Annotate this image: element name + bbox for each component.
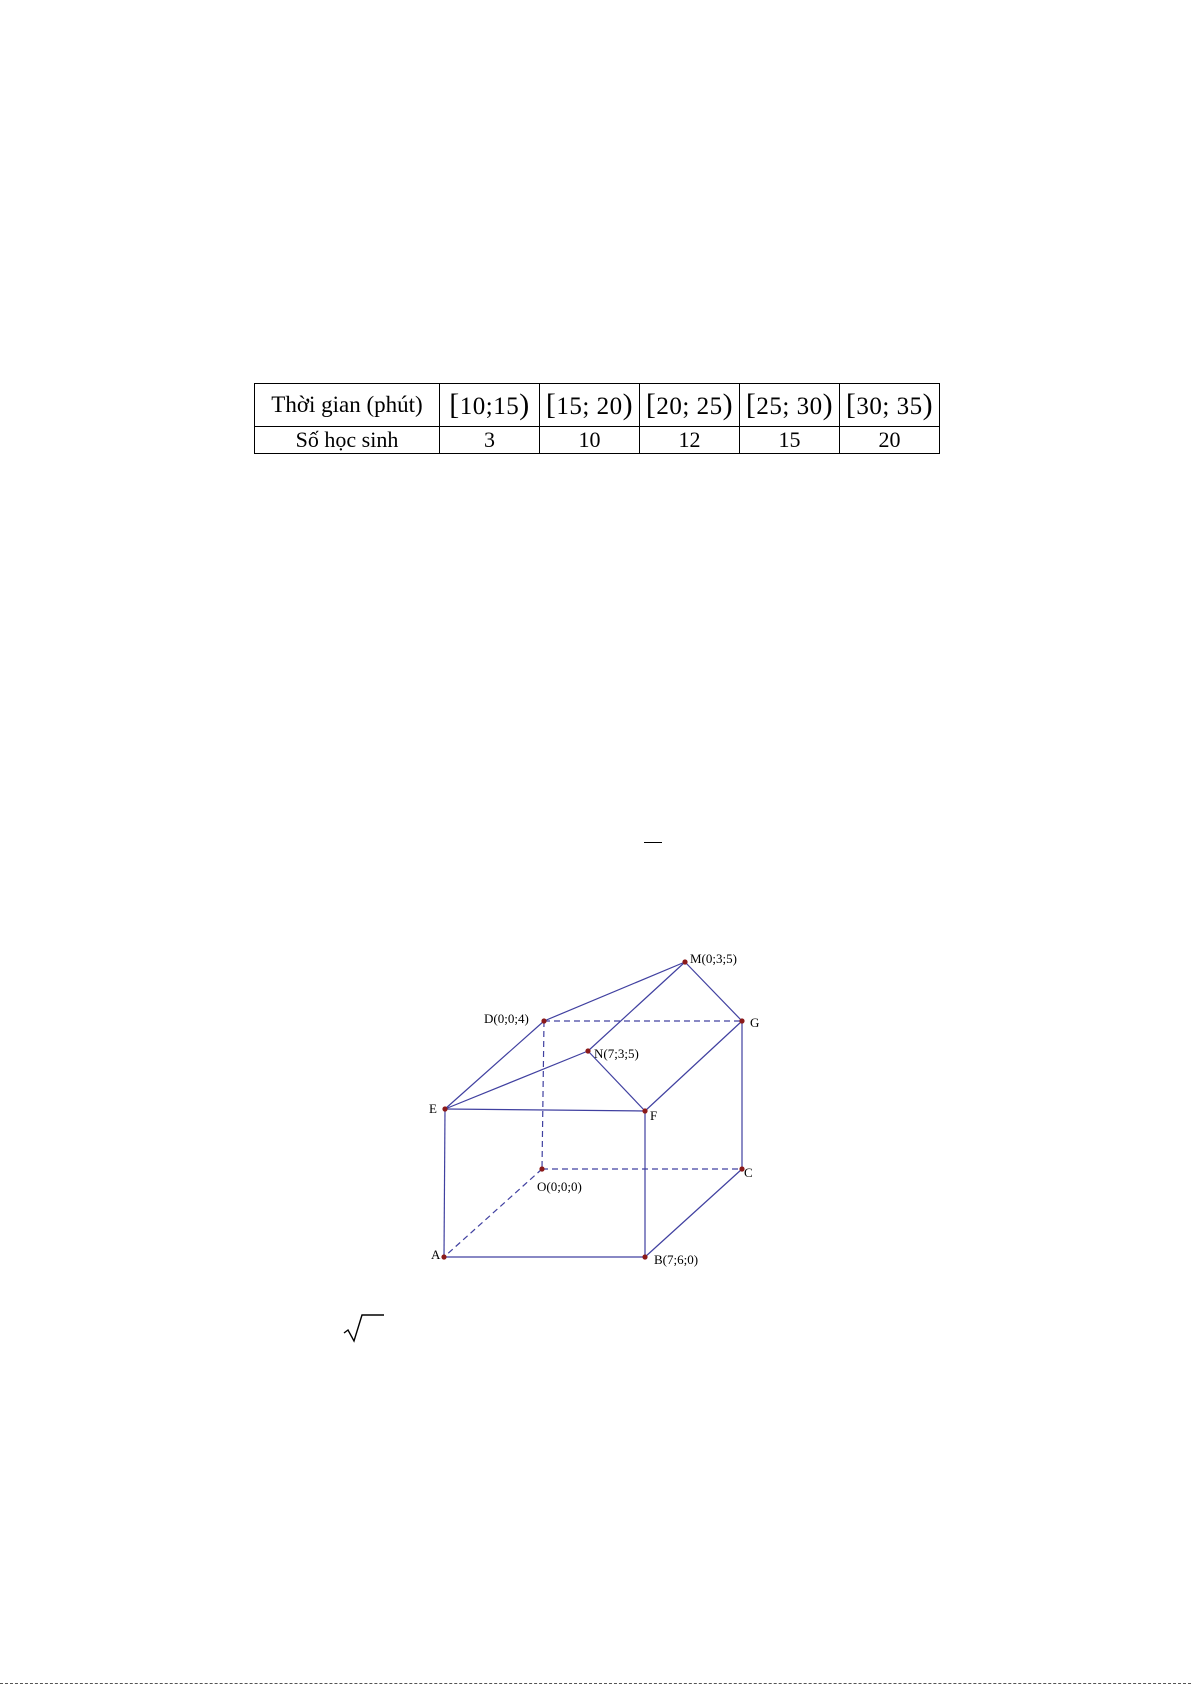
table-cell-interval: [20; 25) (640, 384, 740, 427)
table-cell-interval: [30; 35) (840, 384, 940, 427)
edge-dm (544, 962, 685, 1021)
edge-mn (588, 962, 685, 1051)
table-cell-count: 12 (640, 427, 740, 454)
edge-oa (444, 1169, 542, 1257)
label-f: F (650, 1108, 658, 1123)
edge-fg (645, 1021, 742, 1111)
table-cell-count: 10 (540, 427, 640, 454)
edge-en (445, 1051, 588, 1109)
label-o: O(0;0;0) (537, 1179, 582, 1194)
point-b (642, 1254, 647, 1259)
label-c: C (744, 1165, 753, 1180)
label-d: D(0;0;4) (484, 1011, 529, 1026)
label-g: G (750, 1015, 760, 1030)
edge-ed (445, 1021, 544, 1109)
label-b: B(7;6;0) (654, 1252, 699, 1267)
edge-ef (445, 1109, 645, 1111)
point-g (739, 1018, 744, 1023)
point-o (539, 1166, 544, 1171)
table-cell-interval: [10;15) (440, 384, 540, 427)
figure-edges (444, 962, 742, 1257)
point-a (441, 1254, 446, 1259)
table-cell-count: 3 (440, 427, 540, 454)
point-e (442, 1106, 447, 1111)
edge-do (542, 1021, 544, 1169)
edge-mg (685, 962, 742, 1021)
edge-bc (645, 1169, 742, 1257)
label-n: N(7;3;5) (594, 1046, 639, 1061)
table-cell-count: 20 (840, 427, 940, 454)
point-n (585, 1048, 590, 1053)
table-cell-count: 15 (740, 427, 840, 454)
page-bottom-rule (0, 1683, 1191, 1684)
label-m: M(0;3;5) (690, 951, 737, 966)
table-header-students: Số học sinh (255, 427, 440, 454)
point-m (682, 959, 687, 964)
label-a: A (431, 1247, 441, 1262)
table-cell-interval: [15; 20) (540, 384, 640, 427)
table-header-time: Thời gian (phút) (255, 384, 440, 427)
point-f (642, 1108, 647, 1113)
edge-ea (444, 1109, 445, 1257)
label-e: E (429, 1101, 437, 1116)
table-cell-interval: [25; 30) (740, 384, 840, 427)
point-d (541, 1018, 546, 1023)
